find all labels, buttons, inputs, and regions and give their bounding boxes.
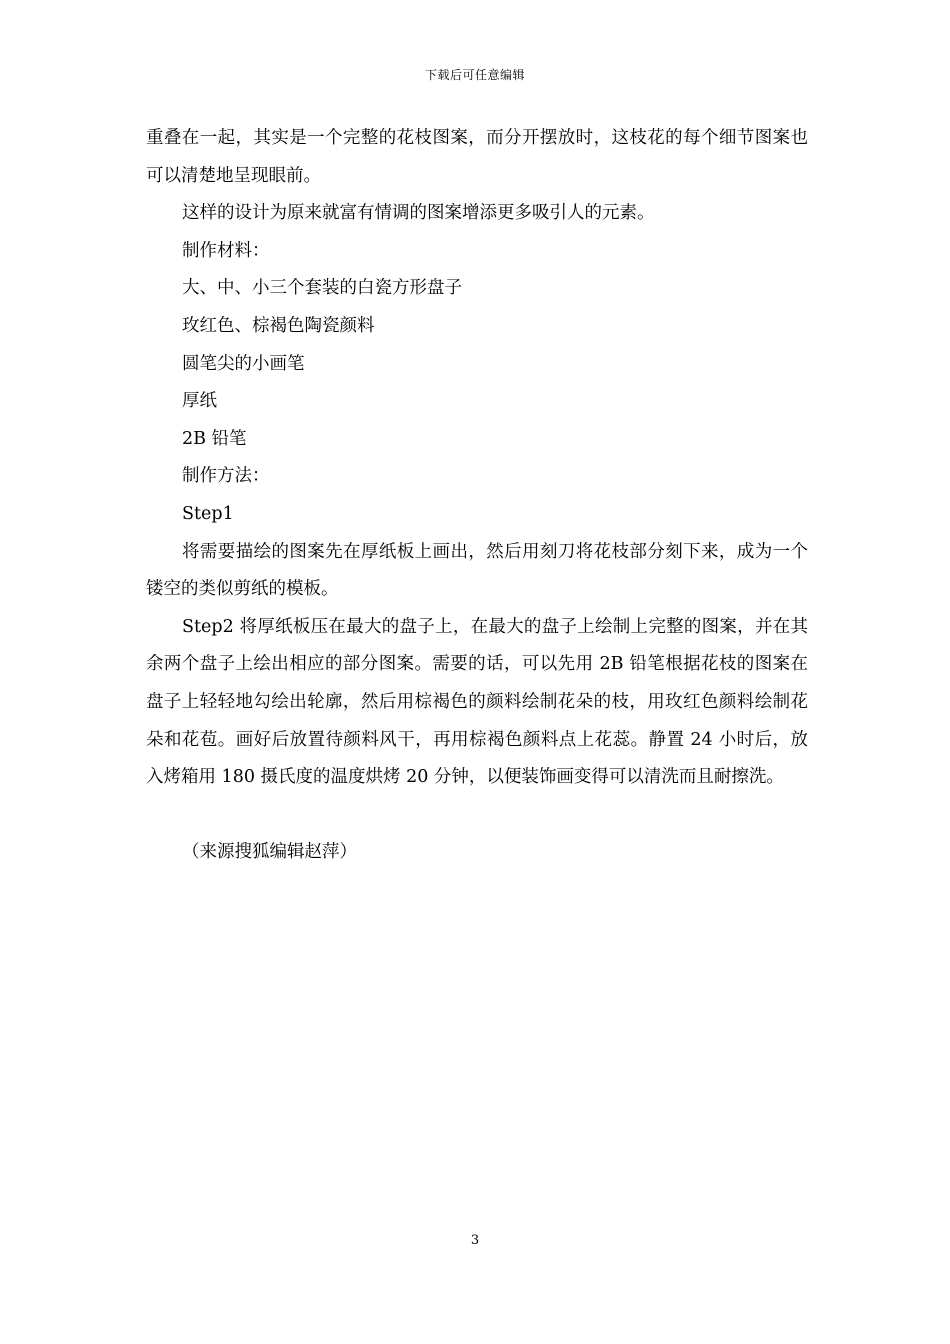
step1-label: Step1 (182, 503, 234, 524)
page-number: 3 (470, 1233, 480, 1248)
paragraph-continuation: 重叠在一起，其实是一个完整的花枝图案，而分开摆放时，这枝花的每个细节图案也可以清楚地呈现眼前。 (146, 128, 808, 186)
material-item: 厚纸 (182, 391, 217, 412)
materials-title: 制作材料： (182, 240, 270, 261)
document-body (146, 120, 808, 872)
source-credit: （来源搜狐编辑赵萍） (182, 842, 357, 863)
material-item: 圆笔尖的小画笔 (182, 353, 305, 374)
material-item: 大、中、小三个套装的白瓷方形盘子 (182, 278, 462, 299)
paragraph-design: 这样的设计为原来就富有情调的图案增添更多吸引人的元素。 (182, 203, 655, 224)
step2-text: Step2 将厚纸板压在最大的盘子上，在最大的盘子上绘制上完整的图案，并在其余两个盘子上绘出相应的部分图案。需要的话，可以先用 2B 铅笔根据花枝的图案在盘子上轻轻地勾绘出轮廓，然后用棕褐色的颜料绘制花朵的枝，用玫红色颜料绘制花朵和花苞。画好后放置待颜料风干，再用棕褐色颜料点上花蕊。静置 24 小时后，放入烤箱用 180 摄氏度的温度烘烤 20 分钟，以便装饰画变得可以清洗而且耐擦洗。 (146, 616, 808, 788)
material-item: 2B 铅笔 (182, 428, 247, 449)
step1-text: 将需要描绘的图案先在厚纸板上画出，然后用刻刀将花枝部分刻下来，成为一个镂空的类似剪纸的模板。 (146, 541, 808, 600)
method-title: 制作方法： (182, 466, 270, 487)
paragraph-gap (146, 797, 808, 835)
material-item: 玫红色、棕褐色陶瓷颜料 (182, 315, 375, 336)
page-header: 下载后可任意编辑 (424, 68, 525, 82)
